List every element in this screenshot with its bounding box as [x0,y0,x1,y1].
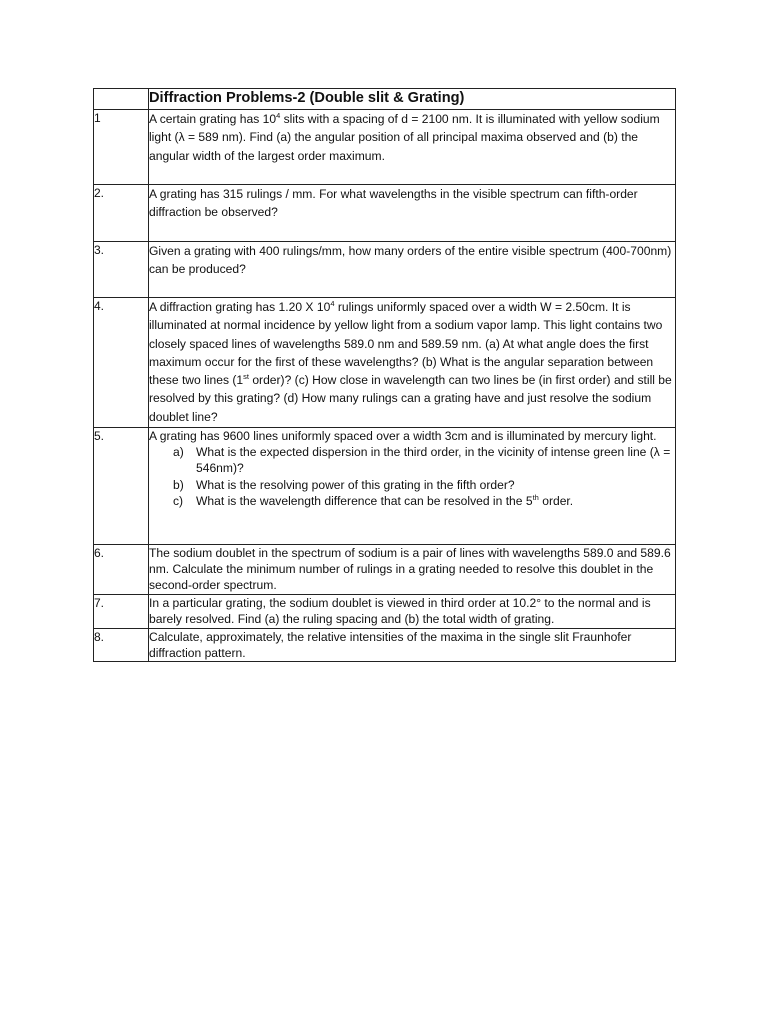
problem-number: 4. [94,298,149,428]
problem-text: Calculate, approximately, the relative intensities of the maxima in the single slit Fraunhofer diffraction pattern. [149,629,676,662]
problem-number: 8. [94,629,149,662]
problem-row-5 [94,428,676,545]
sub-question: a) What is the expected dispersion in the third order, in the vicinity of intense green line (λ = 546nm)? [173,445,671,476]
table-header-row [94,89,676,110]
problem-row-1 [94,110,676,185]
problem-row-8 [94,629,676,662]
problem-number: 5. [94,428,149,545]
problem-number: 1 [94,110,149,185]
problem-row-4 [94,298,676,428]
problem-text: In a particular grating, the sodium doublet is viewed in third order at 10.2° to the normal and is barely resolved. Find (a) the ruling spacing and (b) the total width of grating. [149,595,676,629]
problem-number: 2. [94,185,149,242]
sub-question-marker: c) [173,493,184,508]
problem-intro: A grating has 9600 lines uniformly spaced over a width 3cm and is illuminated by mercury light. [149,429,657,443]
problem-text: A certain grating has $10^4$ slits with a spacing of d = 2100 nm. It is illuminated with yellow sodium light (λ = 589 nm). Find (a) the angular position of all principal maxima observed and (b) the angular width of the largest order maximum. [149,110,676,185]
sub-question-marker: a) [173,445,184,460]
header-number-cell [94,89,149,110]
sub-question-list [149,444,675,509]
problem-row-2 [94,185,676,242]
sheet-title: Diffraction Problems-2 (Double slit & Grating) [149,89,676,110]
problem-row-7 [94,595,676,629]
problem-row-6 [94,545,676,595]
sub-question: b) What is the resolving power of this grating in the fifth order? [173,477,515,492]
sub-question: c) What is the wavelength difference that can be resolved in the 5th order. [173,492,574,508]
problem-text: Given a grating with 400 rulings/mm, how many orders of the entire visible spectrum (400-700nm) can be produced? [149,242,676,298]
problem-text: A diffraction grating has 1.20 X $10^4$ rulings uniformly spaced over a width W = 2.50cm. It is illuminated at normal incidence by yellow light from a sodium vapor lamp. This light contains two closely spaced lines of wavelengths 589.0 nm and 589.59 nm. (a) At what angle does the first maximum occur for the first of these wavelengths? (b) What is the angular separation between these two lines (1st order)? (c) How close in wavelength can two lines be (in first order) and still be resolved by this grating? (d) How many rulings can a grating have and just resolve the sodium doublet line? [149,298,676,428]
problem-text [149,428,676,545]
problem-number: 3. [94,242,149,298]
problem-row-3 [94,242,676,298]
problems-table [93,88,676,662]
problem-number: 7. [94,595,149,629]
problem-text: The sodium doublet in the spectrum of sodium is a pair of lines with wavelengths 589.0 and 589.6 nm. Calculate the minimum number of rulings in a grating needed to resolve this doublet in the second-order spectrum. [149,545,676,595]
sub-question-marker: b) [173,477,184,492]
problem-number: 6. [94,545,149,595]
problem-sheet [93,88,675,662]
problem-text: A grating has 315 rulings / mm. For what wavelengths in the visible spectrum can fifth-order diffraction be observed? [149,185,676,242]
